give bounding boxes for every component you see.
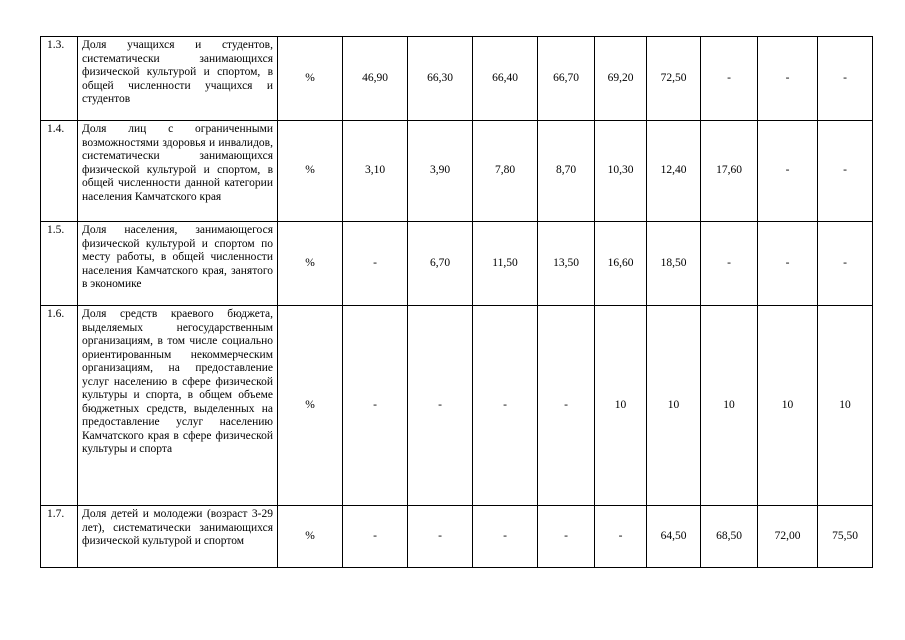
- value-cell: -: [343, 306, 408, 506]
- value-cell: 3,10: [343, 121, 408, 222]
- value-cell: 10: [818, 306, 873, 506]
- table-row: [41, 37, 873, 121]
- indicator-name: Доля учащихся и студентов, систематически занимающихся физической культурой и спортом, в общей численности учащихся и студентов: [78, 37, 278, 121]
- value-cell: -: [538, 506, 595, 568]
- value-cell: 10: [647, 306, 701, 506]
- value-cell: -: [408, 506, 473, 568]
- value-cell: -: [343, 222, 408, 306]
- table-row: [41, 121, 873, 222]
- value-cell: 64,50: [647, 506, 701, 568]
- value-cell: -: [701, 37, 758, 121]
- value-cell: -: [473, 506, 538, 568]
- unit-cell: %: [278, 306, 343, 506]
- value-cell: 16,60: [595, 222, 647, 306]
- table-body: [41, 37, 873, 568]
- value-cell: -: [595, 506, 647, 568]
- value-cell: 6,70: [408, 222, 473, 306]
- value-cell: 7,80: [473, 121, 538, 222]
- value-cell: 66,70: [538, 37, 595, 121]
- value-cell: -: [758, 222, 818, 306]
- indicators-table: [40, 36, 873, 568]
- value-cell: 8,70: [538, 121, 595, 222]
- value-cell: -: [343, 506, 408, 568]
- row-number: 1.7.: [41, 506, 78, 568]
- row-number: 1.3.: [41, 37, 78, 121]
- table-row: [41, 506, 873, 568]
- value-cell: 18,50: [647, 222, 701, 306]
- unit-cell: %: [278, 506, 343, 568]
- value-cell: -: [758, 121, 818, 222]
- value-cell: -: [758, 37, 818, 121]
- value-cell: 72,50: [647, 37, 701, 121]
- value-cell: 10: [758, 306, 818, 506]
- table-row: [41, 222, 873, 306]
- value-cell: 72,00: [758, 506, 818, 568]
- unit-cell: %: [278, 222, 343, 306]
- value-cell: 17,60: [701, 121, 758, 222]
- value-cell: -: [408, 306, 473, 506]
- value-cell: 69,20: [595, 37, 647, 121]
- value-cell: 75,50: [818, 506, 873, 568]
- value-cell: 13,50: [538, 222, 595, 306]
- value-cell: -: [818, 121, 873, 222]
- value-cell: -: [538, 306, 595, 506]
- value-cell: 68,50: [701, 506, 758, 568]
- value-cell: 12,40: [647, 121, 701, 222]
- value-cell: 3,90: [408, 121, 473, 222]
- value-cell: 46,90: [343, 37, 408, 121]
- value-cell: 10: [701, 306, 758, 506]
- unit-cell: %: [278, 37, 343, 121]
- row-number: 1.4.: [41, 121, 78, 222]
- value-cell: 10: [595, 306, 647, 506]
- value-cell: -: [473, 306, 538, 506]
- row-number: 1.5.: [41, 222, 78, 306]
- value-cell: -: [701, 222, 758, 306]
- value-cell: -: [818, 222, 873, 306]
- value-cell: 10,30: [595, 121, 647, 222]
- indicator-name: Доля детей и молодежи (возраст 3-29 лет), систематически занимающихся физической культурой и спортом: [78, 506, 278, 568]
- unit-cell: %: [278, 121, 343, 222]
- row-number: 1.6.: [41, 306, 78, 506]
- value-cell: 66,40: [473, 37, 538, 121]
- value-cell: 11,50: [473, 222, 538, 306]
- indicator-name: Доля населения, занимающегося физической культурой и спортом по месту работы, в общей численности населения Камчатского края, занятого в экономике: [78, 222, 278, 306]
- indicator-name: Доля средств краевого бюджета, выделяемых негосударственным организациям, в том числе социально ориентированным некоммерческим организациям, на предоставление услуг населению в сфере физической культуры и спорта, в общем объеме бюджетных средств, выделенных на предоставление услуг населению Камчатского края в сфере физической культуры и спорта: [78, 306, 278, 506]
- table-row: [41, 306, 873, 506]
- value-cell: -: [818, 37, 873, 121]
- indicator-name: Доля лиц с ограниченными возможностями здоровья и инвалидов, систематически занимающихся физической культурой и спортом, в общей численности данной категории населения Камчатского края: [78, 121, 278, 222]
- value-cell: 66,30: [408, 37, 473, 121]
